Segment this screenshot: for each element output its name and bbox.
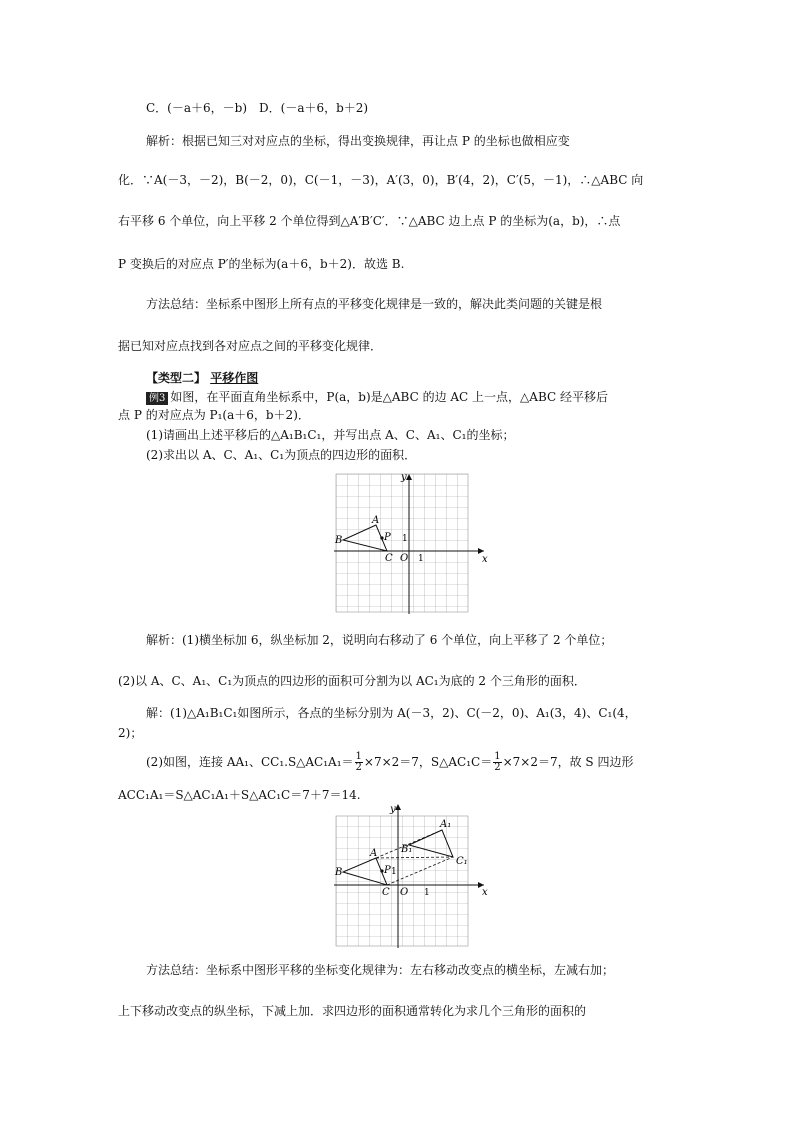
label-x-one: 1 (418, 554, 424, 564)
label-y: y (390, 804, 396, 815)
label-y: y (401, 472, 407, 483)
analysis-1-line-2: 化．∵A(－3，－2)，B(－2，0)，C(－1，－3)，A′(3，0)，B′(4，2)，C′(5，－1)，∴△ABC 向 (118, 173, 644, 187)
type-heading (146, 370, 706, 386)
analysis-2-line-1: 解析：(1)横坐标加 6，纵坐标加 2，说明向右移动了 6 个单位，向上平移了 2 个单位； (146, 633, 613, 647)
example-line-2: 点 P 的对应点为 P₁(a＋6，b＋2)． (118, 408, 310, 422)
figure-1 (332, 470, 490, 616)
analysis-1-line-1: 解析：根据已知三对对应点的坐标，得出变换规律，再让点 P 的坐标也做相应变 (146, 134, 570, 148)
label-a: A (372, 515, 380, 526)
options-line: C．(－a＋6，－b) D．(－a＋6，b＋2) (146, 101, 369, 115)
label-o: O (400, 887, 409, 898)
label-c1: C₁ (456, 856, 468, 867)
label-p: P (384, 865, 391, 876)
label-p: P (384, 532, 391, 543)
example-line-1 (146, 389, 706, 405)
label-b1: B₁ (401, 844, 413, 855)
analysis-1-line-3: 右平移 6 个单位，向上平移 2 个单位得到△A′B′C′．∵△ABC 边上点 P 的坐标为(a，b)，∴点 (118, 214, 621, 228)
method-summary-1-line-1: 方法总结：坐标系中图形上所有点的平移变化规律是一致的，解决此类问题的关键是根 (146, 297, 603, 311)
label-x-one: 1 (424, 888, 430, 898)
fraction-half-2 (493, 752, 501, 773)
label-b: B (335, 535, 343, 546)
label-o: O (400, 553, 409, 564)
solution-2-part-a: (2)如图，连接 AA₁、CC₁.S△AC₁A₁＝ (146, 755, 354, 769)
solution-line-3: ACC₁A₁＝S△AC₁A₁＋S△AC₁C＝7＋7＝14. (118, 788, 361, 802)
label-c: C (382, 887, 390, 898)
fraction-num: 1 (494, 751, 501, 762)
label-x: x (482, 554, 488, 565)
label-x: x (482, 887, 488, 898)
type-title: 平移作图 (210, 371, 259, 385)
question-2: (2)求出以 A、C、A₁、C₁为顶点的四边形的面积． (146, 448, 417, 462)
label-y-one: 1 (391, 867, 397, 877)
method-summary-2-line-2: 上下移动改变点的纵坐标，下减上加．求四边形的面积通常转化为求几个三角形的面积的 (118, 1004, 587, 1018)
label-a1: A₁ (440, 819, 452, 830)
fraction-den: 2 (494, 762, 501, 773)
solution-line-2 (146, 752, 706, 773)
fraction-half-1 (355, 752, 363, 773)
type-tag: 【类型二】 (146, 371, 207, 385)
solution-line-1: 解：(1)△A₁B₁C₁如图所示，各点的坐标分别为 A(－3，2)、C(－2，0)、A₁(3，4)、C₁(4， (146, 706, 637, 720)
label-a: A (370, 848, 378, 859)
analysis-2-line-2: (2)以 A、C、A₁、C₁为顶点的四边形的面积可分割为以 AC₁为底的 2 个三角形的面积． (118, 674, 586, 688)
grid (336, 816, 468, 946)
solution-2-part-c: ×7×2＝7，故 S 四边形 (502, 755, 634, 769)
example-badge: 例3 (146, 392, 168, 405)
example-text: 如图，在平面直角坐标系中，P(a，b)是△ABC 的边 AC 上一点，△ABC 经平移后 (170, 390, 608, 404)
y-axis-arrow (395, 804, 401, 810)
label-c: C (385, 553, 393, 564)
figure-2 (332, 800, 490, 950)
analysis-1-line-4: P 变换后的对应点 P′的坐标为(a＋6，b＋2)．故选 B. (118, 257, 405, 271)
question-1: (1)请画出上述平移后的△A₁B₁C₁，并写出点 A、C、A₁、C₁的坐标； (146, 428, 515, 442)
label-y-one: 1 (402, 534, 408, 544)
solution-2-part-b: ×7×2＝7，S△AC₁C＝ (363, 755, 493, 769)
method-summary-2-line-1: 方法总结：坐标系中图形平移的坐标变化规律为：左右移动改变点的横坐标，左减右加； (146, 963, 615, 977)
solution-line-1b: 2)； (118, 726, 143, 740)
method-summary-1-line-2: 据已知对应点找到各对应点之间的平移变化规律． (118, 339, 383, 353)
fraction-den: 2 (355, 762, 362, 773)
fraction-num: 1 (355, 751, 362, 762)
label-b: B (335, 867, 343, 878)
